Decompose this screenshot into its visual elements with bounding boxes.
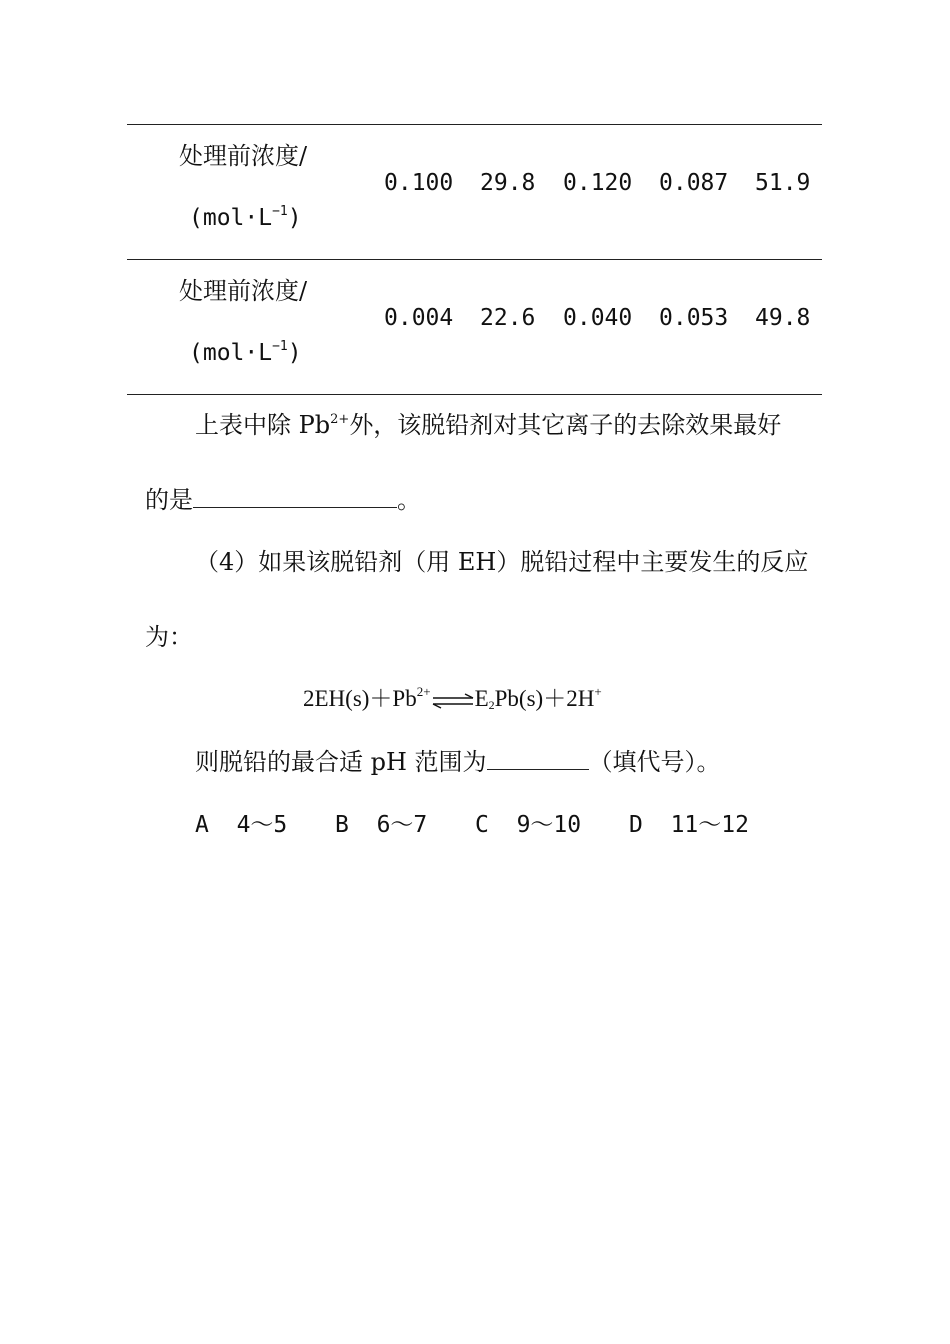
option-d[interactable]: D 11～12 [629,812,749,838]
row-label: 处理前浓度/ [179,142,308,170]
q3-line-2: 的是 。 [145,486,421,514]
table-bottom-rule [127,394,822,395]
table-cell: 0.087 [659,170,729,196]
table-cell: 29.8 [480,170,536,196]
row-unit: $(mol\cdot L^{-1})$ [189,339,302,366]
answer-blank[interactable] [487,768,589,770]
table-cell: 0.100 [384,170,454,196]
table-cell: 0.053 [659,305,729,331]
q4-line-1: （4）如果该脱铅剂（用 EH）脱铅过程中主要发生的反应 [195,548,809,576]
table-cell: 0.040 [563,305,633,331]
reaction-equation: $2EH(s)+Pb^{2+}$ $E_2Pb(s)+2H^+$ [303,684,602,712]
table-cell: 22.6 [480,305,536,331]
option-b[interactable]: B 6～7 [335,812,428,838]
q3-line-1: 上表中除 $Pb^{2+}$外，该脱铅剂对其它离子的去除效果最好 [195,411,782,439]
q4-ask-line: 则脱铅的最合适 pH 范围为 （填代号）。 [195,748,721,776]
table-row [127,124,822,259]
table-cell: 49.8 [755,305,811,331]
option-a[interactable]: A 4～5 [195,812,288,838]
answer-blank[interactable] [193,506,397,508]
row-unit: $(mol\cdot L^{-1})$ [189,204,302,231]
q4-line-2: 为： [145,623,193,651]
table-cell: 0.004 [384,305,454,331]
equilibrium-arrow-icon [431,693,475,709]
table-cell: 51.9 [755,170,811,196]
table-cell: 0.120 [563,170,633,196]
table-row [127,259,822,394]
row-label: 处理前浓度/ [179,277,308,305]
option-c[interactable]: C 9～10 [475,812,582,838]
